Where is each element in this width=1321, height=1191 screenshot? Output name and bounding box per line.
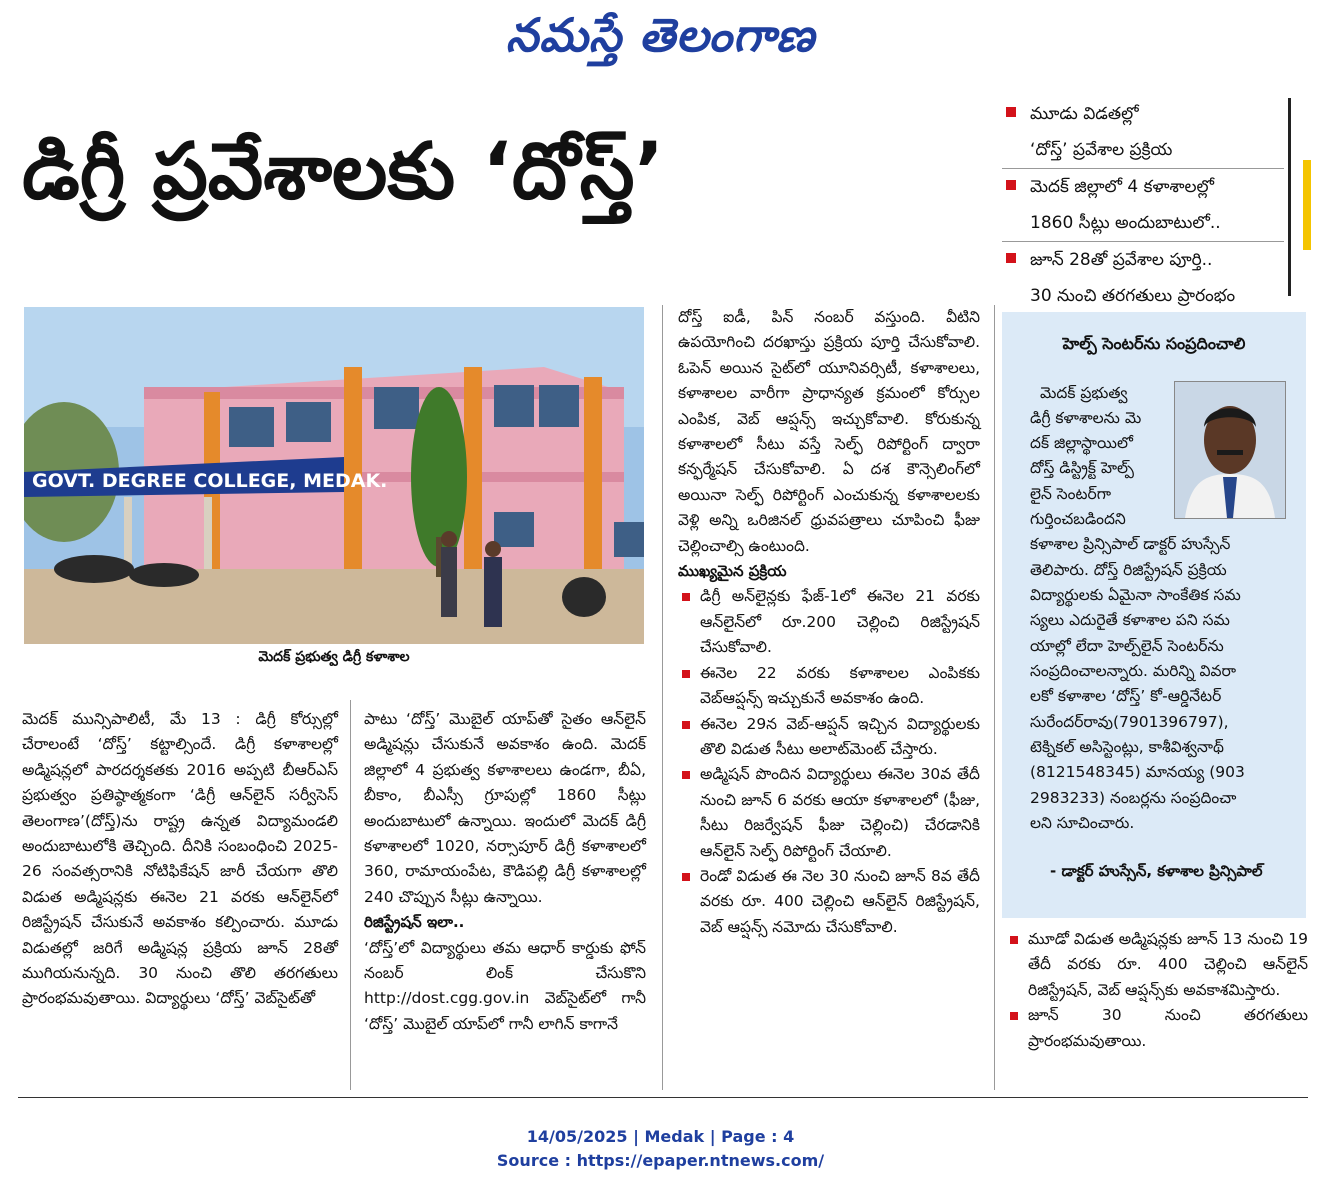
process-text: అడ్మిషన్ పొందిన విద్యార్థులు ఈనెల 30వ తేదీ నుంచి జూన్ 6 వరకు ఆయా కళాశాలలో (ఫీజు, సీటు రిజర్వేషన్ ఫీజు చెల్లించి) చేరడానికి ఆన్‌లైన్ సెల్ఫ్ రిపోర్టింగ్ చేయాలి. [700, 765, 980, 860]
bullet-square-icon [682, 593, 690, 601]
column-divider [994, 305, 995, 1090]
highlight-line: మూడు విడతల్లో [1030, 104, 1139, 124]
bullet-square-icon [1006, 107, 1016, 117]
article-paragraph: మెదక్ మున్సిపాలిటీ, మే 13 : డిగ్రీ కోర్సుల్లో చేరాలంటే ‘దోస్త్’ కట్టాల్సిందే. డిగ్రీ కళాశాలల్లో అడ్మిషన్లలో పారదర్శకతకు 2016 అప్పటి బీఆర్‌ఎస్ ప్రభుత్వం ప్రతిష్ఠాత్మకంగా ‘డిగ్రీ ఆన్‌లైన్ సర్వీసెస్ తెలంగాణ’(దోస్త్)ను రాష్ట్ర ఉన్నత విద్యామండలి అందుబాటులోకి తెచ్చింది. దీనికి సంబంధించి 2025-26 సంవత్సరానికి నోటిఫికేషన్ జారీ చేయగా తొలి విడుత అడ్మిషన్లకు ఈనెల 21 వరకు ఆన్‌లైన్‌లో రిజిస్ట్రేషన్ చేసుకునే అవకాశం కల్పించారు. మూడు విడుతల్లో జరిగే అడ్మిషన్ల ప్రక్రియ జూన్ 28తో ముగియనున్నది. 30 నుంచి తొలి తరగతులు ప్రారంభమవుతాయి. విద్యార్థులు ‘దోస్త్’ వెబ్‌సైట్‌తో [22, 710, 338, 1008]
process-text: రెండో విడుత ఈ నెల 30 నుంచి జూన్ 8వ తేదీ వరకు రూ. 400 చెల్లించి ఆన్‌లైన్ రిజిస్ట్రేషన్, వెబ్ ఆప్షన్స్ నమోదు చేసుకోవాలి. [700, 866, 980, 936]
footer-source-line[interactable]: Source : https://epaper.ntnews.com/ [496, 1151, 825, 1170]
help-text-line: లైన్ సెంటర్‌గా [1030, 485, 1111, 503]
bullet-square-icon [682, 670, 690, 678]
subheading-process: ముఖ్యమైన ప్రక్రియ [678, 562, 787, 581]
article-column-4 [1008, 927, 1308, 1054]
article-paragraph: దోస్త్ ఐడీ, పిన్ నంబర్ వస్తుంది. వీటిని ఉపయోగించి దరఖాస్తు ప్రక్రియ పూర్తి చేసుకోవాలి. ఓపెన్ అయిన సైట్‌లో యూనివర్సిటీ, కళాశాలలు, కళాశాలల వారీగా ప్రాధాన్యత క్రమంలో కోర్సుల ఎంపిక, వెబ్ ఆప్షన్స్ ఇచ్చుకోవాలి. కోరుకున్న కళాశాలలో సీటు వస్తే సెల్ఫ్ రిపోర్టింగ్ ద్వారా కన్ఫర్మేషన్ చేసుకోవాలి. ఏ దశ కౌన్సెలింగ్‌లో అయినా సెల్ఫ్ రిపోర్టింగ్ ఎంచుకున్న కళాశాలలకు వెళ్లి అన్ని ఒరిజినల్ ధ్రువపత్రాలు చూపించి ఫీజు చెల్లించాల్సి ఉంటుంది. [678, 308, 980, 555]
help-text-line: సురేందర్‌రావు(7901396797), [1030, 713, 1229, 731]
process-item [678, 661, 980, 712]
bullet-square-icon [1006, 180, 1016, 190]
highlight-line: 1860 సీట్లు అందుబాటులో.. [1030, 213, 1221, 233]
highlights-rule [1288, 98, 1291, 296]
article-column-3 [678, 305, 980, 940]
bullet-square-icon [682, 721, 690, 729]
help-text-line: స్యలు ఎదురైతే కళాశాల పని సమ [1030, 611, 1230, 629]
process-item [1008, 927, 1308, 1003]
process-text: ఈనెల 29న వెబ్-ఆప్షన్ ఇచ్చిన విద్యార్థులకు తొలి విడుత సీటు అలాట్‌మెంట్ చేస్తారు. [700, 714, 980, 758]
help-text-line: కళాశాల ప్రిన్సిపాల్ డాక్టర్ హుస్సేన్ [1030, 535, 1231, 553]
bullet-square-icon [682, 873, 690, 881]
column-divider [350, 700, 351, 1090]
process-item [678, 712, 980, 763]
article-column-2 [364, 707, 646, 1037]
article-column-1 [22, 707, 338, 1012]
headline: డిగ్రీ ప్రవేశాలకు ‘దోస్త్’ [22, 127, 665, 217]
article-paragraph: పాటు ‘దోస్త్’ మొబైల్ యాప్‌తో సైతం ఆన్‌లైన్ అడ్మిషన్లు చేసుకునే అవకాశం ఉంది. మెదక్ జిల్లాలో 4 ప్రభుత్వ కళాశాలలు ఉండగా, బీఏ, బీకాం, బీఎస్సీ గ్రూపుల్లో 1860 సీట్లు అందుబాటులో ఉన్నాయి. ఇందులో మెదక్ డిగ్రీ కళాశాలలో 1020, నర్సాపూర్ డిగ్రీ కళాశాలలో 360, రామాయంపేట, కౌడిపల్లి డిగ్రీ కళాశాలల్లో 240 చొప్పున సీట్లు ఉన్నాయి. [364, 710, 646, 906]
process-item [1008, 1003, 1308, 1054]
highlight-line: జూన్ 28తో ప్రవేశాల పూర్తి.. [1030, 250, 1213, 270]
footer-rule [18, 1097, 1308, 1098]
highlight-line: 30 నుంచి తరగతులు ప్రారంభం [1030, 286, 1236, 306]
help-text-line: దక్ జిల్లాస్థాయిలో [1030, 434, 1133, 452]
process-text: మూడో విడుత అడ్మిషన్లకు జూన్ 13 నుంచి 19 తేదీ వరకు రూ. 400 చెల్లించి ఆన్‌లైన్ రిజిస్ట్రేషన్, వెబ్ ఆప్షన్స్‌కు అవకాశమిస్తారు. [1028, 930, 1308, 999]
help-text-line: దోస్త్ డిస్ట్రిక్ట్ హెల్ప్ [1030, 459, 1134, 477]
highlight-line: ‘దోస్త్’ ప్రవేశాల ప్రక్రియ [1030, 140, 1173, 160]
help-text-line: మెదక్ ప్రభుత్వ [1040, 384, 1128, 402]
highlight-item [1002, 242, 1284, 314]
building-sign-text: GOVT. DEGREE COLLEGE, MEDAK. [32, 470, 388, 492]
help-text-line: 2983233) నంబర్లను సంప్రదించా [1030, 789, 1237, 807]
help-text-line: డిగ్రీ కళాశాలను మె [1030, 409, 1142, 427]
photo-caption: మెదక్ ప్రభుత్వ డిగ్రీ కళాశాల [258, 649, 410, 665]
article-paragraph: ‘దోస్త్’లో విద్యార్థులు తమ ఆధార్ కార్డుకు ఫోన్ నంబర్ లింక్ చేసుకొని http://dost.cgg.gov.in వెబ్‌సైట్‌లో గానీ ‘దోస్త్’ మొబైల్ యాప్‌లో గానీ లాగిన్ కాగానే [364, 938, 646, 1033]
principal-photo [1174, 381, 1286, 519]
masthead: నమస్తే తెలంగాణ [505, 8, 816, 62]
process-text: డిగ్రీ అన్‌లైన్లకు ఫేజ్-1లో ఈనెల 21 వరకు ఆన్‌లైన్‌లో రూ.200 చెల్లించి రిజిస్ట్రేషన్ చేసుకోవాలి. [700, 587, 980, 657]
help-text-line: తెలిపారు. దోస్త్ రిజిస్ట్రేషన్ ప్రక్రియ [1030, 561, 1227, 579]
bullet-square-icon [682, 771, 690, 779]
highlight-line: మెదక్ జిల్లాలో 4 కళాశాలల్లో [1030, 177, 1214, 197]
process-text: ఈనెల 22 వరకు కళాశాలల ఎంపికకు వెబ్‌ఆప్షన్స్ ఇచ్చుకునే అవకాశం ఉంది. [700, 663, 980, 708]
highlight-item [1002, 169, 1284, 242]
help-text-line: యాల్లో లేదా హెల్ప్‌లైన్ సెంటర్‌ను [1030, 637, 1224, 655]
help-text-line: (8121548345) మానయ్య (903 [1030, 763, 1245, 781]
process-item [678, 864, 980, 940]
help-text-line: విద్యార్థులకు ఏమైనా సాంకేతిక సమ [1030, 586, 1241, 604]
highlight-item [1002, 96, 1284, 169]
help-text-line: లని సూచించారు. [1030, 814, 1135, 832]
process-item [678, 762, 980, 864]
process-item [678, 584, 980, 660]
help-signature: - డాక్టర్ హుస్సేన్, కళాశాల ప్రిన్సిపాల్ [1050, 862, 1263, 880]
help-text-line: గుర్తించబడిందని [1030, 510, 1126, 528]
college-photo [24, 307, 644, 644]
bullet-square-icon [1010, 936, 1018, 944]
help-text-line: లకో కళాశాల ‘దోస్త్’ కో-ఆర్డినేటర్ [1030, 687, 1222, 705]
help-text-line: సంప్రదించాలన్నారు. మరిన్ని వివరా [1030, 662, 1237, 680]
subheading-registration: రిజిస్ట్రేషన్ ఇలా.. [364, 913, 465, 932]
process-text: జూన్ 30 నుంచి తరగతులు ప్రారంభమవుతాయి. [1028, 1006, 1308, 1050]
bullet-square-icon [1010, 1012, 1018, 1020]
bullet-square-icon [1006, 253, 1016, 263]
column-divider [662, 305, 663, 1090]
highlight-accent-bar [1303, 160, 1311, 250]
help-text-line: టెక్నికల్ అసిస్టెంట్లు, కాశీవిశ్వనాథ్ [1030, 738, 1224, 756]
help-center-title: హెల్ప్ సెంటర్‌ను సంప్రదించాలి [1062, 334, 1246, 353]
footer-date-line: 14/05/2025 | Medak | Page : 4 [526, 1127, 795, 1146]
highlights-box [1002, 96, 1284, 314]
